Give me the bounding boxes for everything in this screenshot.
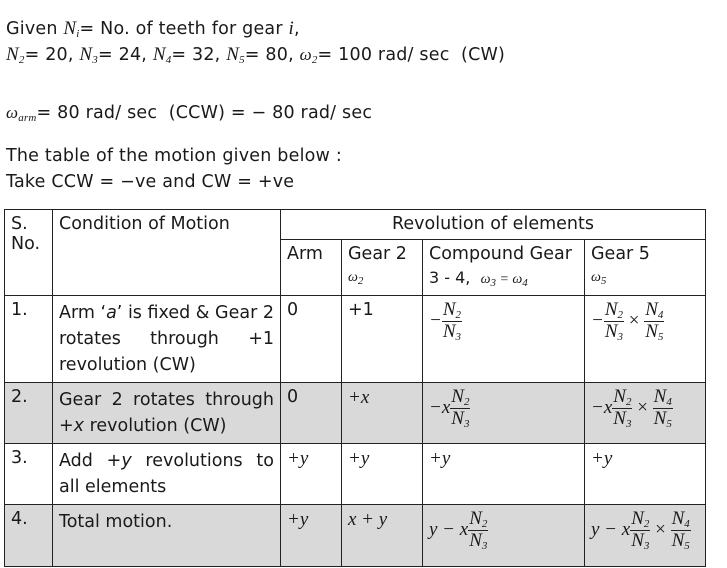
row-condition: Arm ‘a’ is fixed & Gear 2 rotates through +1 revolution (CW) — [53, 296, 281, 383]
row-sno: 4. — [5, 505, 53, 567]
row-gear5: y − x $\frac{N_2}{N_3}$ × $\frac{N_4}{N_5}$ — [585, 505, 706, 567]
row-arm: +y — [281, 505, 342, 567]
given-line: Given $N_i= No$. of teeth for gear i, — [6, 18, 300, 40]
header-revolution: Revolution of elements — [281, 210, 706, 240]
row-gear2: +x — [342, 383, 423, 444]
table-row — [5, 444, 706, 505]
row-compound: −x $\frac{N_2}{N_3}$ — [423, 383, 585, 444]
col-gear5: Gear 5 $\omega_5$ — [585, 240, 706, 296]
omega-arm-line: $\omega_{arm}= 80$ rad/ sec (CCW) = − 80 rad/ sec — [6, 103, 373, 124]
row-condition: Gear 2 rotates through +x revolution (CW) — [53, 383, 281, 444]
row-gear2: +y — [342, 444, 423, 505]
row-gear2: x + y — [342, 505, 423, 567]
row-compound: y − x $\frac{N_2}{N_3}$ — [423, 505, 585, 567]
row-sno: 2. — [5, 383, 53, 444]
row-arm: 0 — [281, 296, 342, 383]
col-gear2: Gear 2 $\omega_2$ — [342, 240, 423, 296]
table-row — [5, 383, 706, 444]
col-arm: Arm — [281, 240, 342, 296]
table-intro: The table of the motion given below : — [6, 146, 342, 166]
row-sno: 3. — [5, 444, 53, 505]
col-compound: Compound Gear 3 - 4, $\omega_3 = \omega_4$ — [423, 240, 585, 296]
values-line: $N_2= 20$, $N_3= 24$, $N_4= 32$, $N_5= 80$, $\omega_2= 100$ rad/ sec (CW) — [6, 44, 506, 66]
row-compound: +y — [423, 444, 585, 505]
header-sno: S. No. — [5, 210, 53, 296]
row-condition: Total motion. — [53, 505, 281, 567]
table-row — [5, 505, 706, 567]
row-gear5: −x $\frac{N_2}{N_3}$ × $\frac{N_4}{N_5}$ — [585, 383, 706, 444]
row-sno: 1. — [5, 296, 53, 383]
sign-convention: Take CCW = −ve and CW = +ve — [6, 172, 295, 192]
row-condition: Add +y revolutions to all elements — [53, 444, 281, 505]
row-gear5: − $\frac{N_2}{N_3}$ × $\frac{N_4}{N_5}$ — [585, 296, 706, 383]
table-row — [5, 296, 706, 383]
row-gear2: +1 — [342, 296, 423, 383]
row-arm: 0 — [281, 383, 342, 444]
motion-table — [4, 209, 706, 567]
row-compound: − $\frac{N_2}{N_3}$ — [423, 296, 585, 383]
row-arm: +y — [281, 444, 342, 505]
header-condition: Condition of Motion — [53, 210, 281, 296]
row-gear5: +y — [585, 444, 706, 505]
